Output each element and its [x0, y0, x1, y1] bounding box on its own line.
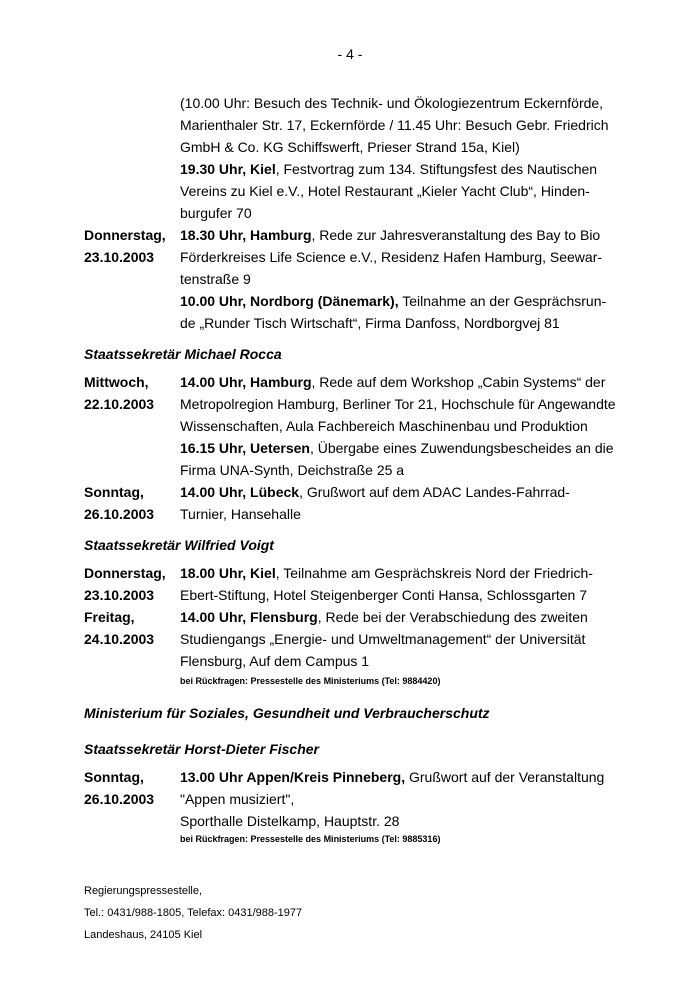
contact-note: bei Rückfragen: Pressestelle des Ministeriums (Tel: 9884420): [180, 676, 441, 686]
event-line: Vereins zu Kiel e.V., Hotel Restaurant „Kieler Yacht Club“, Hinden-: [180, 183, 590, 199]
event-note-line-1: (10.00 Uhr: Besuch des Technik- und Ökologiezentrum Eckernförde,: [180, 95, 604, 111]
ministry-heading: Ministerium für Soziales, Gesundheit und Verbraucherschutz: [84, 705, 490, 721]
event-line: Studiengangs „Energie- und Umweltmanagement“ der Universität: [180, 631, 586, 647]
section-heading: Staatssekretär Wilfried Voigt: [84, 537, 274, 553]
event-line: Firma UNA-Synth, Deichstraße 25 a: [180, 462, 405, 478]
event-entry: [180, 439, 614, 457]
date: 22.10.2003: [84, 396, 155, 412]
event-entry: [180, 564, 593, 582]
event-note-line-3: GmbH & Co. KG Schiffswerft, Prieser Strand 15a, Kiel): [180, 139, 520, 155]
event-line: Metropolregion Hamburg, Berliner Tor 21, Hochschule für Angewandte: [180, 396, 616, 412]
event-desc: , Grußwort auf dem ADAC Landes-Fahrrad-: [299, 484, 570, 500]
event-line: Ebert-Stiftung, Hotel Steigenberger Conti Hansa, Schlossgarten 7: [180, 587, 588, 603]
weekday: Donnerstag,: [84, 227, 166, 243]
event-entry: [180, 483, 570, 501]
event-entry: [180, 160, 597, 178]
event-time: 14.00 Uhr, Lübeck: [180, 484, 300, 500]
event-time: 16.15 Uhr, Uetersen: [180, 440, 310, 456]
event-desc: Grußwort auf der Veranstaltung: [405, 769, 605, 785]
event-line: Wissenschaften, Aula Fachbereich Maschinenbau und Produktion: [180, 418, 588, 434]
event-desc: , Teilnahme am Gesprächskreis Nord der Friedrich-: [275, 565, 593, 581]
date: 24.10.2003: [84, 631, 155, 647]
weekday: Sonntag,: [84, 769, 144, 785]
event-line: burgufer 70: [180, 205, 252, 221]
event-time: 18.00 Uhr, Kiel: [180, 565, 276, 581]
weekday: Freitag,: [84, 609, 135, 625]
event-desc: , Übergabe eines Zuwendungsbescheides an die: [309, 440, 614, 456]
event-line: Flensburg, Auf dem Campus 1: [180, 653, 370, 669]
event-entry: [180, 768, 604, 786]
event-entry: [180, 608, 588, 626]
footer-line-3: Landeshaus, 24105 Kiel: [84, 929, 203, 941]
event-line: "Appen musiziert",: [180, 791, 295, 807]
event-desc: , Rede auf dem Workshop „Cabin Systems“ der: [311, 374, 606, 390]
weekday: Donnerstag,: [84, 565, 166, 581]
section-heading: Staatssekretär Horst-Dieter Fischer: [84, 741, 319, 757]
event-time: 13.00 Uhr Appen/Kreis Pinneberg,: [180, 769, 406, 785]
event-desc: Teilnahme an der Gesprächsrun-: [398, 293, 607, 309]
footer-line-2: Tel.: 0431/988-1805, Telefax: 0431/988-1977: [84, 907, 303, 919]
event-line: Turnier, Hansehalle: [180, 506, 301, 522]
date: 26.10.2003: [84, 506, 155, 522]
event-time: 19.30 Uhr, Kiel: [180, 161, 276, 177]
event-line: de „Runder Tisch Wirtschaft“, Firma Danfoss, Nordborgvej 81: [180, 315, 560, 331]
section-heading: Staatssekretär Michael Rocca: [84, 346, 282, 362]
event-desc: , Rede zur Jahresveranstaltung des Bay to Bio: [311, 227, 601, 243]
event-line: tenstraße 9: [180, 271, 251, 287]
event-desc: , Festvortrag zum 134. Stiftungsfest des Nautischen: [275, 161, 598, 177]
event-line: Sporthalle Distelkamp, Hauptstr. 28: [180, 813, 400, 829]
event-time: 14.00 Uhr, Flensburg: [180, 609, 318, 625]
date: 23.10.2003: [84, 587, 155, 603]
weekday: Mittwoch,: [84, 374, 149, 390]
event-entry: [180, 292, 606, 310]
date: 23.10.2003: [84, 249, 155, 265]
event-entry: [180, 373, 605, 391]
event-desc: , Rede bei der Verabschiedung des zweiten: [317, 609, 588, 625]
event-note-line-2: Marienthaler Str. 17, Eckernförde / 11.45 Uhr: Besuch Gebr. Friedrich: [180, 117, 609, 133]
event-time: 10.00 Uhr, Nordborg (Dänemark),: [180, 293, 399, 309]
event-line: Förderkreises Life Science e.V., Residenz Hafen Hamburg, Seewar-: [180, 249, 603, 265]
event-entry: [180, 226, 600, 244]
page-number: - 4 -: [337, 46, 363, 62]
weekday: Sonntag,: [84, 484, 144, 500]
footer-line-1: Regierungspressestelle,: [84, 885, 203, 897]
event-time: 18.30 Uhr, Hamburg: [180, 227, 312, 243]
event-time: 14.00 Uhr, Hamburg: [180, 374, 312, 390]
date: 26.10.2003: [84, 791, 155, 807]
contact-note: bei Rückfragen: Pressestelle des Ministeriums (Tel: 9885316): [180, 834, 441, 844]
